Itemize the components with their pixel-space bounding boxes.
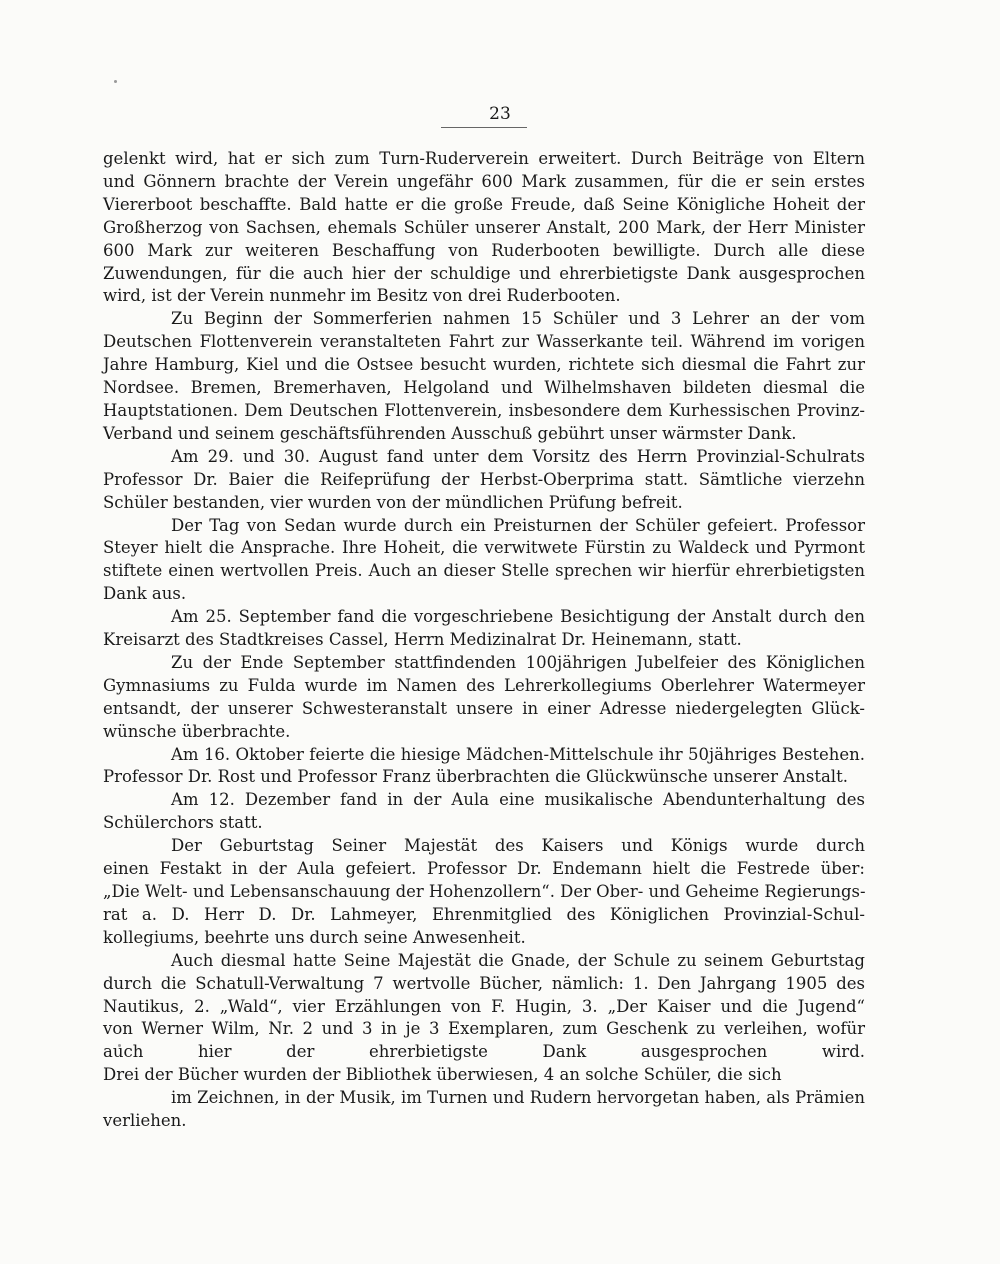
text-line: Professor Dr. Baier die Reifeprüfung der Herbst-Oberprima statt. Sämtliche vierzehn [103, 469, 865, 489]
text-line: Schülerchors statt. [103, 813, 263, 833]
text-line: einen Festakt in der Aula gefeiert. Professor Dr. Endemann hielt die Festrede über: [103, 859, 865, 879]
text-line: Der Tag von Sedan wurde durch ein Preisturnen der Schüler gefeiert. Professor [171, 515, 865, 535]
text-line: verliehen. [103, 1111, 187, 1131]
text-line: Steyer hielt die Ansprache. Ihre Hoheit, die verwitwete Fürstin zu Waldeck und Pyrmont [103, 538, 865, 558]
text-line: Kreisarzt des Stadtkreises Cassel, Herrn Medizinalrat Dr. Heinemann, statt. [103, 630, 742, 650]
text-line: Zu Beginn der Sommerferien nahmen 15 Schüler und 3 Lehrer an der vom [171, 309, 865, 329]
text-line: Deutschen Flottenverein veranstalteten Fahrt zur Wasserkante teil. Während im vorigen [103, 332, 865, 352]
text-line: Auch diesmal hatte Seine Majestät die Gnade, der Schule zu seinem Geburtstag [171, 950, 865, 970]
text-line: entsandt, der unserer Schwesteranstalt unsere in einer Adresse niedergelegten Glück- [103, 698, 865, 718]
header-rule [441, 127, 527, 128]
text-line: 600 Mark zur weiteren Beschaffung von Ruderbooten bewilligte. Durch alle diese [103, 240, 865, 260]
text-line: Gymnasiums zu Fulda wurde im Namen des Lehrerkollegiums Oberlehrer Watermeyer [103, 675, 865, 695]
speck-mark [114, 80, 117, 83]
text-line: Nautikus, 2. „Wald“, vier Erzählungen von F. Hugin, 3. „Der Kaiser und die Jugend“ [103, 996, 865, 1016]
text-line: rat a. D. Herr D. Dr. Lahmeyer, Ehrenmitglied des Königlichen Provinzial-Schul- [103, 904, 865, 924]
text-line: Der Geburtstag Seiner Majestät des Kaisers und Königs wurde durch [171, 836, 865, 856]
text-line: Nordsee. Bremen, Bremerhaven, Helgoland und Wilhelmshaven bildeten diesmal die [103, 378, 865, 398]
text-line: Schüler bestanden, vier wurden von der mündlichen Prüfung befreit. [103, 492, 683, 512]
text-line: gelenkt wird, hat er sich zum Turn-Ruderverein erweitert. Durch Beiträge von Eltern [103, 149, 865, 168]
text-line: Am 25. September fand die vorgeschriebene Besichtigung der Anstalt durch den [171, 607, 865, 627]
text-line: Am 12. Dezember fand in der Aula eine musikalische Abendunterhaltung des [171, 790, 865, 810]
text-line: im Zeichnen, in der Musik, im Turnen und Rudern hervorgetan haben, als Prämien [171, 1088, 865, 1108]
text-line: Dank aus. [103, 584, 187, 604]
text-line: „Die Welt- und Lebensanschauung der Hohenzollern“. Der Ober- und Geheime Regierungs- [103, 882, 866, 901]
body-text [103, 148, 865, 1133]
page-number: 23 [489, 104, 511, 124]
text-line: Jahre Hamburg, Kiel und die Ostsee besucht wurden, richtete sich diesmal die Fahrt zur [103, 355, 865, 375]
text-line: Hauptstationen. Dem Deutschen Flottenverein, insbesondere dem Kurhessischen Provinz- [103, 400, 865, 420]
text-line: auch hier der ehrerbietigste Dank ausgesprochen wird. [103, 1042, 865, 1062]
text-line: durch die Schatull-Verwaltung 7 wertvolle Bücher, nämlich: 1. Den Jahrgang 1905 des [103, 973, 865, 993]
text-line: Am 29. und 30. August fand unter dem Vorsitz des Herrn Provinzial-Schulrats [171, 446, 865, 466]
text-line: Verband und seinem geschäftsführenden Ausschuß gebührt unser wärmster Dank. [103, 423, 797, 443]
text-line: wünsche überbrachte. [103, 721, 291, 741]
text-line: stiftete einen wertvollen Preis. Auch an dieser Stelle sprechen wir hierfür ehrerbietigsten [103, 561, 865, 581]
text-line: und Gönnern brachte der Verein ungefähr 600 Mark zusammen, für die er sein erstes [103, 171, 865, 191]
text-line: wird, ist der Verein nunmehr im Besitz von drei Ruderbooten. [103, 286, 621, 306]
text-line: Großherzog von Sachsen, ehemals Schüler unserer Anstalt, 200 Mark, der Herr Minister [103, 217, 865, 237]
text-line: Am 16. Oktober feierte die hiesige Mädchen-Mittelschule ihr 50jähriges Bestehen. [171, 744, 865, 764]
text-line: Drei der Bücher wurden der Bibliothek überwiesen, 4 an solche Schüler, die sich [103, 1065, 782, 1085]
text-line: von Werner Wilm, Nr. 2 und 3 in je 3 Exemplaren, zum Geschenk zu verleihen, wofür [103, 1019, 865, 1039]
text-line: kollegiums, beehrte uns durch seine Anwesenheit. [103, 927, 526, 947]
text-line: Professor Dr. Rost und Professor Franz überbrachten die Glückwünsche unserer Anstalt. [103, 767, 848, 787]
text-line: Viererboot beschaffte. Bald hatte er die große Freude, daß Seine Königliche Hoheit der [103, 194, 865, 214]
text-line: Zuwendungen, für die auch hier der schuldige und ehrerbietigste Dank ausgesprochen [103, 263, 865, 283]
text-line: Zu der Ende September stattfindenden 100jährigen Jubelfeier des Königlichen [171, 652, 865, 672]
